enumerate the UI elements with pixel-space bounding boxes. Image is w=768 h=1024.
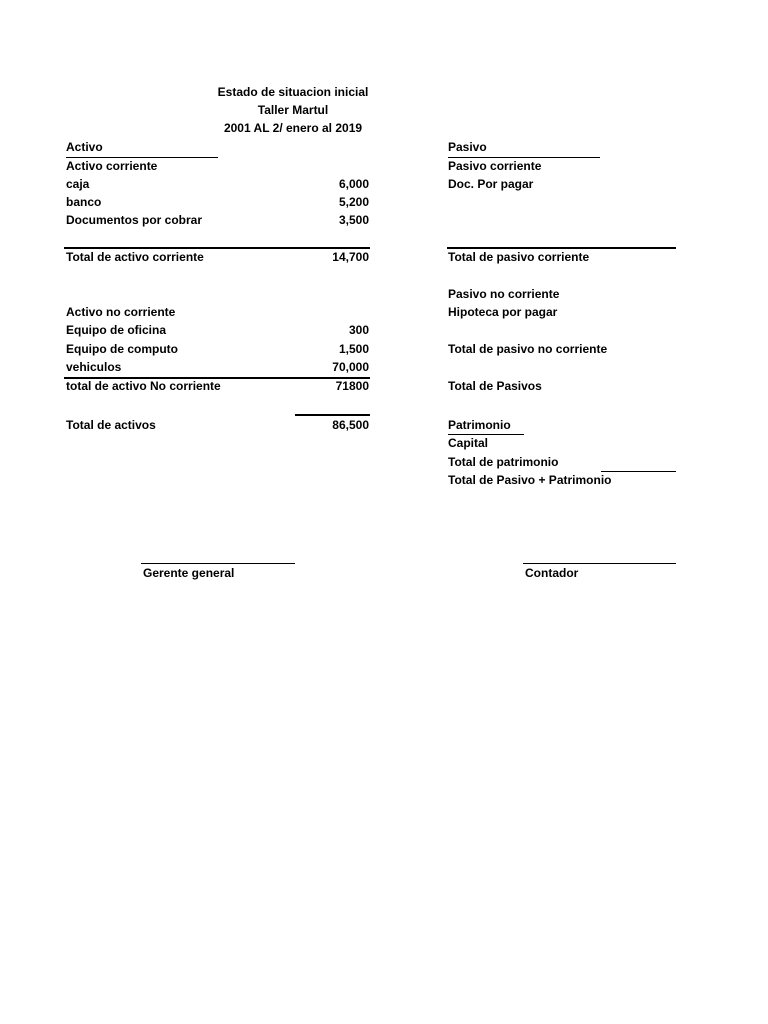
signature-gerente-label: Gerente general [143, 566, 235, 580]
signature-line-gerente [141, 563, 295, 564]
activo-item-value: 70,000 [332, 360, 369, 374]
activo-no-corriente-heading: Activo no corriente [66, 305, 176, 319]
activo-item-value: 300 [348, 323, 369, 337]
total-patrimonio-rule [601, 471, 676, 472]
pasivo-item-label: Hipoteca por pagar [448, 305, 558, 319]
total-activo-corriente-label: Total de activo corriente [66, 250, 204, 264]
activo-corriente-heading: Activo corriente [66, 159, 158, 173]
patrimonio-heading-underline [448, 434, 524, 435]
total-activo-no-corriente-label: total de activo No corriente [66, 379, 221, 393]
total-pasivo-no-corriente-label: Total de pasivo no corriente [448, 342, 608, 356]
total-pasivo-patrimonio-label: Total de Pasivo + Patrimonio [448, 473, 612, 487]
activo-item-value: 5,200 [338, 195, 369, 209]
activo-heading: Activo [66, 140, 103, 154]
activo-corriente-rule [64, 247, 370, 249]
pasivo-item-label: Doc. Por pagar [448, 177, 534, 191]
total-pasivos-label: Total de Pasivos [448, 379, 542, 393]
activo-item-value: 6,000 [338, 177, 369, 191]
activo-item-label: Equipo de computo [66, 342, 178, 356]
capital-label: Capital [448, 436, 489, 450]
pasivo-no-corriente-heading: Pasivo no corriente [448, 287, 560, 301]
pasivo-corriente-heading: Pasivo corriente [448, 159, 542, 173]
total-activo-no-corriente-value: 71800 [335, 379, 369, 393]
total-patrimonio-label: Total de patrimonio [448, 455, 559, 469]
activo-heading-underline [66, 157, 218, 158]
total-activos-rule [295, 414, 370, 416]
signature-line-contador [523, 563, 676, 564]
total-activos-value: 86,500 [332, 418, 369, 432]
company-name: Taller Martul [257, 103, 329, 117]
pasivo-corriente-rule [447, 247, 676, 249]
activo-item-label: Equipo de oficina [66, 323, 167, 337]
report-title: Estado de situacion inicial [217, 85, 369, 99]
total-activos-label: Total de activos [66, 418, 156, 432]
activo-item-value: 1,500 [338, 342, 369, 356]
report-period: 2001 AL 2/ enero al 2019 [223, 121, 363, 135]
total-activo-corriente-value: 14,700 [332, 250, 369, 264]
activo-item-label: Documentos por cobrar [66, 213, 203, 227]
signature-contador-label: Contador [525, 566, 579, 580]
pasivo-heading: Pasivo [448, 140, 487, 154]
activo-item-label: vehiculos [66, 360, 122, 374]
activo-item-label: banco [66, 195, 102, 209]
patrimonio-heading: Patrimonio [448, 418, 511, 432]
activo-item-label: caja [66, 177, 90, 191]
total-pasivo-corriente-label: Total de pasivo corriente [448, 250, 590, 264]
activo-item-value: 3,500 [338, 213, 369, 227]
pasivo-heading-underline [448, 157, 600, 158]
